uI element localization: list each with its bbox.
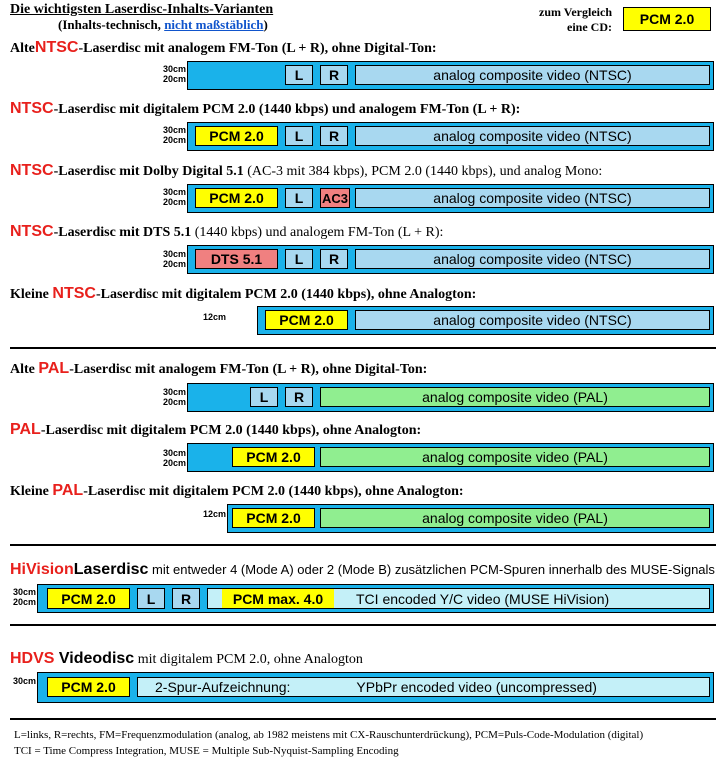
- size-label: 30cm 20cm: [162, 64, 186, 84]
- size-label: 30cm 20cm: [162, 187, 186, 207]
- divider: [10, 347, 716, 349]
- size-label: 30cm 20cm: [162, 249, 186, 269]
- video-box: [207, 588, 710, 609]
- audio-r-box: R: [320, 65, 348, 85]
- video-box: analog composite video (PAL): [320, 447, 710, 467]
- pcm-box: PCM 2.0: [195, 126, 278, 146]
- not-to-scale-link[interactable]: nicht maßstäblich: [164, 17, 264, 32]
- video-box: [137, 677, 710, 697]
- audio-l-box: L: [285, 249, 313, 269]
- section-old-ntsc: AlteNTSC-Laserdisc mit analogem FM-Ton (L + R), ohne Digital-Ton:: [10, 39, 437, 56]
- video-box: analog composite video (PAL): [320, 387, 710, 407]
- ac3-box: AC3: [320, 188, 350, 208]
- section-ntsc-pcm: NTSC-Laserdisc mit digitalem PCM 2.0 (1440 kbps) und analogem FM-Ton (L + R):: [10, 100, 521, 117]
- section-hdvs: HDVS Videodisc mit digitalem PCM 2.0, ohne Analogton: [10, 650, 363, 667]
- video-box: analog composite video (NTSC): [355, 188, 710, 208]
- pcm-box: PCM 2.0: [47, 677, 130, 697]
- pcm-box: PCM 2.0: [232, 447, 315, 467]
- two-track-label: 2-Spur-Aufzeichnung:: [155, 679, 291, 695]
- video-box: analog composite video (NTSC): [355, 126, 710, 146]
- audio-r-box: R: [320, 249, 348, 269]
- section-hivision: HiVisionLaserdisc mit entweder 4 (Mode A) oder 2 (Mode B) zusätzlichen PCM-Spuren innerhalb des MUSE-Signals: [10, 561, 715, 578]
- cd-pcm-box: PCM 2.0: [623, 7, 711, 31]
- audio-mono-box: L: [285, 188, 313, 208]
- section-small-pal: Kleine PAL-Laserdisc mit digitalem PCM 2.0 (1440 kbps), ohne Analogton:: [10, 482, 464, 499]
- audio-r-box: R: [285, 387, 313, 407]
- video-box: analog composite video (NTSC): [355, 65, 710, 85]
- video-box: analog composite video (NTSC): [355, 249, 710, 269]
- dts-box: DTS 5.1: [195, 249, 278, 269]
- section-ntsc-ac3: NTSC-Laserdisc mit Dolby Digital 5.1 (AC-3 mit 384 kbps), PCM 2.0 (1440 kbps), und analog Mono:: [10, 162, 603, 179]
- size-label: 30cm 20cm: [162, 125, 186, 145]
- legend-line-1: L=links, R=rechts, FM=Frequenzmodulation (analog, ab 1982 meistens mit CX-Rauschunterdrückung), PCM=Puls-Code-Modulation (digital): [14, 729, 644, 741]
- audio-l-box: L: [285, 65, 313, 85]
- divider: [10, 624, 716, 626]
- pcm-max-box: PCM max. 4.0: [222, 589, 334, 608]
- pcm-box: PCM 2.0: [265, 310, 348, 330]
- size-label: 30cm 20cm: [162, 387, 186, 407]
- cd-compare-label: zum Vergleich eine CD:: [539, 5, 612, 34]
- divider: [10, 544, 716, 546]
- audio-r-box: R: [320, 126, 348, 146]
- video-label: TCI encoded Y/C video (MUSE HiVision): [356, 590, 610, 607]
- audio-l-box: L: [137, 588, 165, 609]
- size-label: 12cm: [202, 312, 226, 322]
- video-label: YPbPr encoded video (uncompressed): [356, 679, 597, 695]
- pcm-box: PCM 2.0: [47, 588, 130, 609]
- page-subtitle: (Inhalts-technisch, nicht maßstäblich): [58, 17, 268, 32]
- video-box: analog composite video (PAL): [320, 508, 710, 528]
- pcm-box: PCM 2.0: [232, 508, 315, 528]
- audio-l-box: L: [285, 126, 313, 146]
- video-box: analog composite video (NTSC): [355, 310, 710, 330]
- pcm-box: PCM 2.0: [195, 188, 278, 208]
- size-label: 30cm 20cm: [12, 587, 36, 607]
- section-old-pal: Alte PAL-Laserdisc mit analogem FM-Ton (L + R), ohne Digital-Ton:: [10, 360, 428, 377]
- size-label: 12cm: [202, 509, 226, 519]
- audio-r-box: R: [172, 588, 200, 609]
- size-label: 30cm: [12, 676, 36, 686]
- section-small-ntsc: Kleine NTSC-Laserdisc mit digitalem PCM 2.0 (1440 kbps), ohne Analogton:: [10, 285, 477, 302]
- section-pal-pcm: PAL-Laserdisc mit digitalem PCM 2.0 (1440 kbps), ohne Analogton:: [10, 421, 422, 438]
- section-ntsc-dts: NTSC-Laserdisc mit DTS 5.1 (1440 kbps) und analogem FM-Ton (L + R):: [10, 223, 444, 240]
- audio-l-box: L: [250, 387, 278, 407]
- size-label: 30cm 20cm: [162, 448, 186, 468]
- page-title: Die wichtigsten Laserdisc-Inhalts-Varianten: [10, 2, 274, 17]
- divider: [10, 718, 716, 720]
- legend-line-2: TCI = Time Compress Integration, MUSE = Multiple Sub-Nyquist-Sampling Encoding: [14, 745, 399, 757]
